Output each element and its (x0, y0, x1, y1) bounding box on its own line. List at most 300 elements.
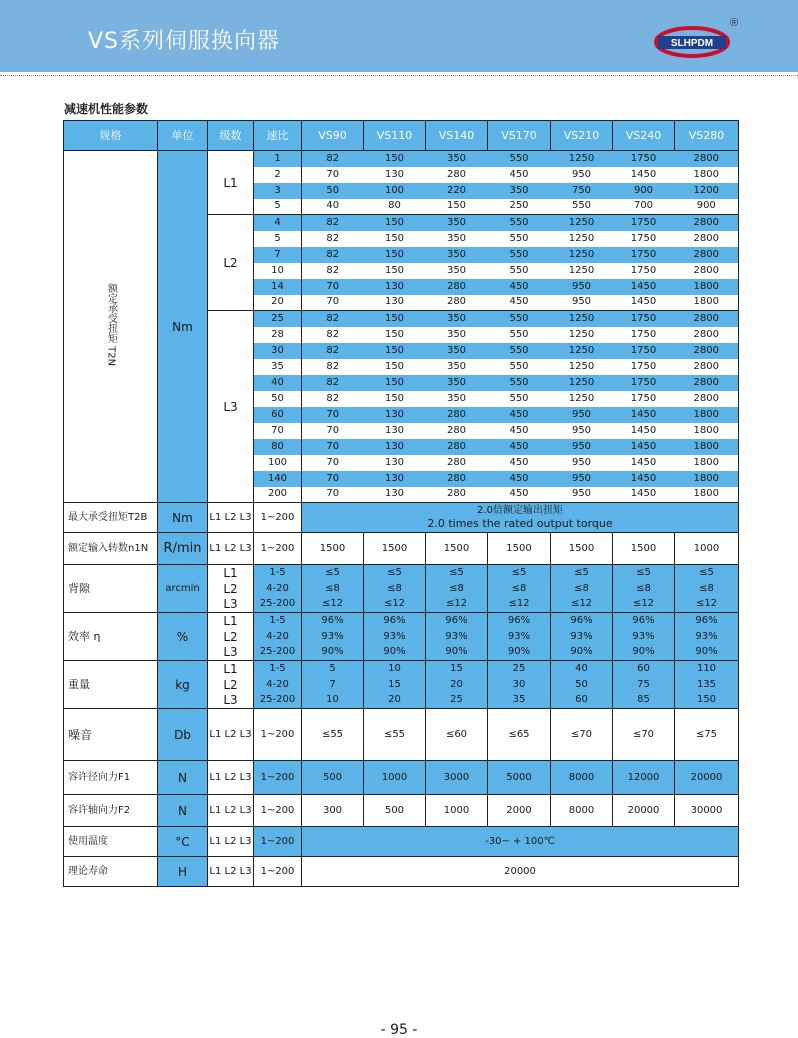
ratio-cell: 1-5 (254, 661, 302, 677)
value-cell: 550 (488, 247, 551, 263)
value-cell: 1250 (551, 375, 613, 391)
weight-label: 重量 (64, 661, 158, 709)
noise-label: 噪音 (64, 709, 158, 761)
value-cell: ≤75 (675, 709, 739, 761)
value-cell: 150 (364, 375, 426, 391)
ratio-cell: 25-200 (254, 645, 302, 661)
axial_force-unit: N (158, 795, 208, 827)
value-cell: 1250 (568, 360, 595, 372)
value-cell: ≤12 (488, 597, 551, 613)
value-cell: 90% (364, 645, 426, 661)
value-cell: 96% (551, 613, 613, 629)
stage-label: L1 L2 L3 (208, 709, 254, 761)
value-cell: 82 (326, 360, 340, 372)
ratio-cell: 4-20 (254, 581, 302, 597)
value-cell: 150 (384, 264, 405, 276)
value-cell: 1500 (613, 533, 675, 565)
logo-text: SLHPDM (670, 38, 714, 49)
ratio-cell: 1~200 (254, 503, 302, 533)
value-cell: 1450 (630, 456, 657, 468)
value-cell: 950 (551, 407, 613, 423)
value-cell: 15 (426, 661, 488, 677)
value-cell: 1250 (551, 215, 613, 231)
value-cell: 1450 (613, 279, 675, 295)
stage-label: L1 L2 L3 (208, 857, 254, 887)
value-cell: ≤12 (551, 597, 613, 613)
max_torque-label: 最大承受扭矩T2B (64, 503, 158, 533)
value-cell: 70 (326, 424, 340, 436)
value-cell: 96% (364, 613, 426, 629)
value-cell: 96% (675, 613, 739, 629)
value-cell: 350 (426, 375, 488, 391)
value-cell: 150 (384, 360, 405, 372)
ratio-cell: 1-5 (254, 565, 302, 581)
value-cell: 2800 (675, 247, 739, 263)
value-cell: 1250 (568, 392, 595, 404)
value-cell: ≤65 (488, 709, 551, 761)
value-cell: 60 (613, 661, 675, 677)
value-cell: ≤5 (302, 565, 364, 581)
stage-label: L1 (208, 151, 254, 215)
value-cell: 93% (426, 629, 488, 645)
value-cell: 280 (446, 168, 467, 180)
value-cell: 1450 (613, 471, 675, 487)
stage-label: L1 L2 L3 (208, 827, 254, 857)
value-cell: 1000 (426, 795, 488, 827)
value-cell: 450 (488, 471, 551, 487)
stage-label: L2 (208, 629, 254, 645)
value-cell: ≤12 (613, 597, 675, 613)
value-cell: 150 (364, 151, 426, 167)
value-cell: 60 (551, 693, 613, 709)
table-row (64, 827, 739, 857)
table-row (64, 761, 739, 795)
stage-label: L3 (208, 645, 254, 661)
value-cell: 2800 (675, 359, 739, 375)
value-cell: 1750 (613, 375, 675, 391)
column-header: VS110 (364, 121, 426, 151)
column-header: VS170 (488, 121, 551, 151)
ratio-cell: 28 (254, 327, 302, 343)
page-number: - 95 - (380, 1022, 418, 1038)
value-cell: 2800 (675, 391, 739, 407)
ratio-cell: 1~200 (254, 857, 302, 887)
value-cell: 12000 (613, 761, 675, 795)
value-cell: 1450 (613, 487, 675, 503)
input_speed-unit: R/min (158, 533, 208, 565)
value-cell: 1750 (613, 215, 675, 231)
max-torque-value (302, 503, 739, 533)
column-header: VS140 (426, 121, 488, 151)
value-cell: 1800 (675, 167, 739, 183)
value-cell: 130 (364, 439, 426, 455)
value-cell: 2800 (675, 263, 739, 279)
value-cell: 550 (509, 264, 529, 276)
value-cell: 150 (364, 343, 426, 359)
ratio-cell: 25-200 (254, 597, 302, 613)
ratio-cell: 80 (254, 439, 302, 455)
value-cell: ≤8 (613, 581, 675, 597)
value-cell: 150 (384, 328, 405, 340)
value-cell: 130 (364, 279, 426, 295)
value-cell: 2800 (675, 327, 739, 343)
value-cell: 450 (509, 456, 529, 468)
value-cell: 280 (426, 471, 488, 487)
value-cell: 350 (446, 264, 467, 276)
value-cell: ≤5 (426, 565, 488, 581)
value-cell: 20 (364, 693, 426, 709)
value-cell: ≤8 (675, 581, 739, 597)
value-cell: 1500 (488, 533, 551, 565)
value-cell: 1750 (630, 264, 657, 276)
lifetime-unit: H (158, 857, 208, 887)
ratio-cell: 4-20 (254, 629, 302, 645)
stage-label: L3 (208, 693, 254, 709)
value-cell: 80 (364, 199, 426, 215)
table-row (64, 533, 739, 565)
value-cell: 950 (551, 295, 613, 311)
value-cell: 135 (675, 677, 739, 693)
ratio-cell: 40 (254, 375, 302, 391)
value-cell: 1250 (551, 311, 613, 327)
ratio-cell: 140 (254, 471, 302, 487)
value-cell: 280 (426, 439, 488, 455)
value-cell: ≤70 (613, 709, 675, 761)
value-cell: 1450 (630, 424, 657, 436)
column-header: VS240 (613, 121, 675, 151)
value-cell: ≤5 (613, 565, 675, 581)
value-cell: 3000 (426, 761, 488, 795)
ratio-cell: 50 (254, 391, 302, 407)
ratio-cell: 25 (254, 311, 302, 327)
value-cell: 350 (426, 343, 488, 359)
value-cell: 70 (302, 407, 364, 423)
value-cell: 220 (426, 183, 488, 199)
value-cell: 1750 (630, 328, 657, 340)
value-cell: 950 (571, 424, 592, 436)
lifetime-label: 理论寿命 (64, 857, 158, 887)
value-cell: 90% (302, 645, 364, 661)
value-cell: 2800 (675, 151, 739, 167)
value-cell: 82 (302, 311, 364, 327)
value-cell: 1800 (675, 407, 739, 423)
value-cell: 150 (675, 693, 739, 709)
temperature-value: -30~ + 100℃ (302, 827, 739, 857)
value-cell: 130 (364, 407, 426, 423)
value-cell: 90% (613, 645, 675, 661)
value-cell: 82 (326, 392, 340, 404)
column-header: VS280 (675, 121, 739, 151)
ratio-cell: 3 (254, 183, 302, 199)
value-cell: 1250 (568, 328, 595, 340)
value-cell: 2000 (488, 795, 551, 827)
value-cell: 7 (302, 677, 364, 693)
value-cell: 1800 (675, 487, 739, 503)
value-cell: 350 (426, 215, 488, 231)
value-cell: 90% (675, 645, 739, 661)
value-cell: 150 (364, 311, 426, 327)
value-cell: 950 (551, 487, 613, 503)
value-cell: ≤8 (426, 581, 488, 597)
ratio-cell: 1~200 (254, 795, 302, 827)
value-cell: 93% (364, 629, 426, 645)
value-cell: 550 (488, 311, 551, 327)
ratio-cell: 25-200 (254, 693, 302, 709)
column-header: 单位 (158, 121, 208, 151)
value-cell: 82 (302, 151, 364, 167)
value-cell: 950 (551, 279, 613, 295)
value-cell: 500 (364, 795, 426, 827)
ratio-cell: 4 (254, 215, 302, 231)
value-cell: 1750 (613, 311, 675, 327)
table-row (64, 565, 739, 581)
stage-label: L2 (208, 677, 254, 693)
value-cell: 500 (302, 761, 364, 795)
temperature-unit: °C (158, 827, 208, 857)
value-cell: 20000 (613, 795, 675, 827)
value-cell: 82 (302, 215, 364, 231)
value-cell: 950 (571, 168, 592, 180)
ratio-cell: 14 (254, 279, 302, 295)
value-cell: ≤60 (426, 709, 488, 761)
value-cell: 40 (302, 199, 364, 215)
header-divider (0, 75, 798, 76)
radial_force-label: 容许径向力F1 (64, 761, 158, 795)
value-cell: 96% (426, 613, 488, 629)
value-cell: 1000 (675, 533, 739, 565)
table-row (64, 857, 739, 887)
value-cell: 82 (302, 247, 364, 263)
value-cell: 96% (302, 613, 364, 629)
value-cell: 40 (551, 661, 613, 677)
value-cell: 280 (446, 424, 467, 436)
value-cell: 1250 (551, 247, 613, 263)
value-cell: 130 (384, 456, 405, 468)
torque-label: 额定承受扭矩 T2N (105, 283, 117, 367)
column-header: 规格 (64, 121, 158, 151)
page-title: VS系列伺服换向器 (88, 29, 281, 54)
value-cell: 110 (675, 661, 739, 677)
input_speed-label: 额定输入转数n1N (64, 533, 158, 565)
value-cell: 70 (302, 439, 364, 455)
value-cell: 280 (426, 295, 488, 311)
value-cell: 450 (488, 439, 551, 455)
value-cell: 150 (384, 232, 405, 244)
value-cell: 82 (302, 343, 364, 359)
value-cell: 93% (551, 629, 613, 645)
noise-unit: Db (158, 709, 208, 761)
value-cell: 1800 (675, 439, 739, 455)
value-cell: 950 (551, 439, 613, 455)
value-cell: ≤12 (426, 597, 488, 613)
page-header (0, 0, 798, 72)
value-cell: 85 (613, 693, 675, 709)
value-cell: 550 (488, 215, 551, 231)
ratio-cell: 2 (254, 167, 302, 183)
value-cell: 130 (364, 487, 426, 503)
value-cell: ≤5 (488, 565, 551, 581)
value-cell: 93% (488, 629, 551, 645)
value-cell: 150 (384, 392, 405, 404)
value-cell: 950 (571, 456, 592, 468)
stage-label: L3 (208, 311, 254, 503)
temperature-label: 使用温度 (64, 827, 158, 857)
stage-label: L1 L2 L3 (208, 795, 254, 827)
value-cell: 1750 (613, 151, 675, 167)
value-cell: 70 (326, 168, 340, 180)
value-cell: 550 (509, 360, 529, 372)
value-cell: 550 (509, 392, 529, 404)
value-cell: 750 (551, 183, 613, 199)
section-title: 减速机性能参数 (64, 102, 149, 116)
ratio-cell: 1~200 (254, 709, 302, 761)
table-row (64, 661, 739, 677)
value-cell: ≤70 (551, 709, 613, 761)
value-cell: 150 (364, 215, 426, 231)
value-cell: 550 (551, 199, 613, 215)
max-torque-en: 2.0 times the rated output torque (427, 517, 613, 530)
value-cell: 96% (613, 613, 675, 629)
ratio-cell: 10 (254, 263, 302, 279)
value-cell: 2800 (675, 343, 739, 359)
brand-logo (650, 12, 740, 64)
ratio-cell: 7 (254, 247, 302, 263)
value-cell: 1500 (551, 533, 613, 565)
value-cell: 25 (488, 661, 551, 677)
stage-label: L2 (208, 581, 254, 597)
value-cell: 350 (446, 328, 467, 340)
value-cell: 2800 (675, 231, 739, 247)
value-cell: 5000 (488, 761, 551, 795)
stage-label: L2 (208, 215, 254, 311)
registered-mark: ® (729, 17, 739, 29)
value-cell: 1500 (364, 533, 426, 565)
ratio-cell: 5 (254, 231, 302, 247)
table-row (64, 613, 739, 629)
column-header: 速比 (254, 121, 302, 151)
value-cell: 1500 (426, 533, 488, 565)
value-cell: 1750 (613, 343, 675, 359)
weight-unit: kg (158, 661, 208, 709)
value-cell: 150 (426, 199, 488, 215)
table-row (64, 709, 739, 761)
value-cell: 350 (426, 151, 488, 167)
value-cell: 2800 (675, 311, 739, 327)
efficiency-label: 效率 η (64, 613, 158, 661)
value-cell: 30 (488, 677, 551, 693)
value-cell: 70 (302, 487, 364, 503)
value-cell: 150 (364, 247, 426, 263)
value-cell: 20 (426, 677, 488, 693)
value-cell: 1800 (675, 455, 739, 471)
value-cell: 90% (488, 645, 551, 661)
value-cell: 1500 (302, 533, 364, 565)
value-cell: 1000 (364, 761, 426, 795)
stage-label: L3 (208, 597, 254, 613)
value-cell: ≤5 (675, 565, 739, 581)
value-cell: 90% (551, 645, 613, 661)
value-cell: 1250 (568, 232, 595, 244)
value-cell: 550 (509, 328, 529, 340)
value-cell: 1450 (613, 295, 675, 311)
value-cell: 100 (364, 183, 426, 199)
table-row (64, 795, 739, 827)
value-cell: 130 (384, 424, 405, 436)
value-cell: 30000 (675, 795, 739, 827)
value-cell: 2800 (675, 375, 739, 391)
value-cell: 280 (426, 279, 488, 295)
value-cell: 1200 (675, 183, 739, 199)
torque-unit: Nm (158, 151, 208, 503)
column-header: VS90 (302, 121, 364, 151)
value-cell: 280 (426, 407, 488, 423)
stage-label: L1 (208, 661, 254, 677)
value-cell: 450 (488, 295, 551, 311)
value-cell: 350 (446, 360, 467, 372)
value-cell: ≤55 (364, 709, 426, 761)
value-cell: 82 (326, 328, 340, 340)
value-cell: 1800 (675, 295, 739, 311)
value-cell: 10 (364, 661, 426, 677)
value-cell: 1250 (551, 343, 613, 359)
column-header: VS210 (551, 121, 613, 151)
ratio-cell: 1~200 (254, 533, 302, 565)
value-cell: 96% (488, 613, 551, 629)
ratio-cell: 100 (254, 455, 302, 471)
radial_force-unit: N (158, 761, 208, 795)
value-cell: 82 (302, 375, 364, 391)
spec-table (63, 120, 739, 887)
value-cell: 900 (675, 199, 739, 215)
ratio-cell: 5 (254, 199, 302, 215)
value-cell: 93% (302, 629, 364, 645)
value-cell: 70 (302, 279, 364, 295)
ratio-cell: 1-5 (254, 613, 302, 629)
ratio-cell: 30 (254, 343, 302, 359)
value-cell: 450 (509, 424, 529, 436)
value-cell: 70 (326, 456, 340, 468)
value-cell: 550 (488, 343, 551, 359)
value-cell: 1250 (568, 264, 595, 276)
value-cell: 350 (426, 247, 488, 263)
value-cell: 25 (426, 693, 488, 709)
stage-label: L1 (208, 613, 254, 629)
value-cell: ≤8 (302, 581, 364, 597)
value-cell: 1750 (630, 360, 657, 372)
value-cell: 300 (302, 795, 364, 827)
table-row (64, 151, 739, 167)
backlash-label: 背隙 (64, 565, 158, 613)
value-cell: 1450 (613, 439, 675, 455)
value-cell: 20000 (675, 761, 739, 795)
value-cell: 8000 (551, 795, 613, 827)
value-cell: 350 (488, 183, 551, 199)
value-cell: ≤12 (302, 597, 364, 613)
stage-label: L1 L2 L3 (208, 503, 254, 533)
value-cell: 1800 (675, 471, 739, 487)
ratio-cell: 20 (254, 295, 302, 311)
value-cell: 1800 (675, 279, 739, 295)
value-cell: 250 (488, 199, 551, 215)
value-cell: 550 (509, 232, 529, 244)
value-cell: 5 (302, 661, 364, 677)
value-cell: 350 (446, 232, 467, 244)
value-cell: 82 (326, 232, 340, 244)
value-cell: 130 (364, 295, 426, 311)
value-cell: ≤12 (675, 597, 739, 613)
value-cell: 350 (446, 392, 467, 404)
value-cell: 93% (613, 629, 675, 645)
